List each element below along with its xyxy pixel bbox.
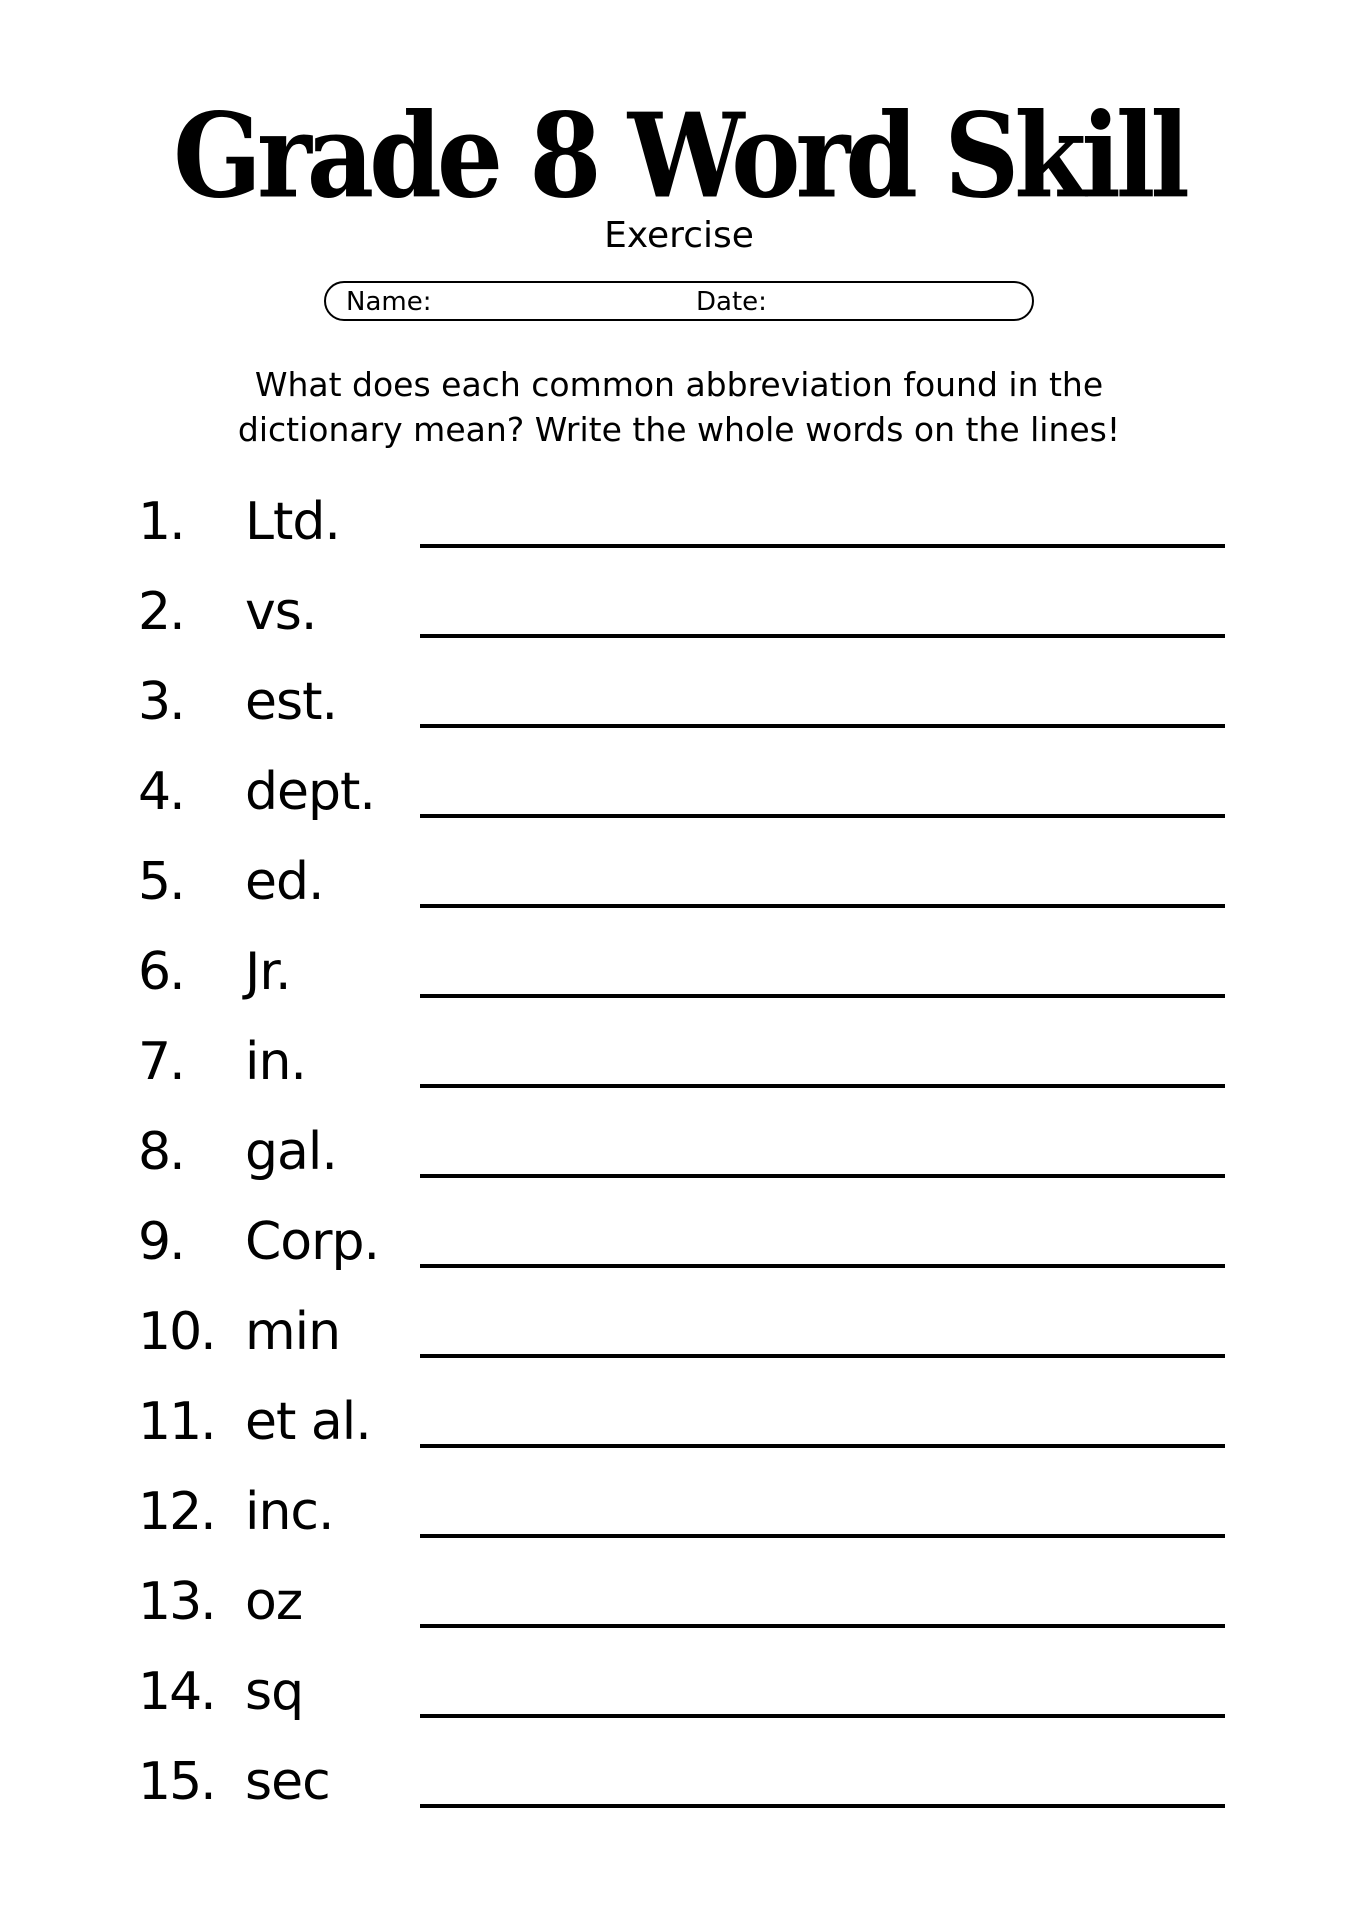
question-row — [0, 762, 1358, 822]
question-row — [0, 492, 1358, 552]
question-number: 9. — [138, 1212, 184, 1272]
question-row — [0, 1122, 1358, 1182]
question-row — [0, 1482, 1358, 1542]
answer-line[interactable] — [420, 1534, 1225, 1538]
question-number: 1. — [138, 492, 184, 552]
answer-line[interactable] — [420, 904, 1225, 908]
question-number: 6. — [138, 942, 184, 1002]
question-number: 15. — [138, 1752, 215, 1812]
question-abbreviation: Jr. — [245, 942, 291, 1002]
question-number: 10. — [138, 1302, 215, 1362]
question-number: 3. — [138, 672, 184, 732]
question-abbreviation: gal. — [245, 1122, 337, 1182]
answer-line[interactable] — [420, 1714, 1225, 1718]
question-row — [0, 942, 1358, 1002]
question-row — [0, 1032, 1358, 1092]
answer-line[interactable] — [420, 1354, 1225, 1358]
question-abbreviation: in. — [245, 1032, 306, 1092]
question-number: 2. — [138, 582, 184, 642]
answer-line[interactable] — [420, 1804, 1225, 1808]
question-abbreviation: vs. — [245, 582, 317, 642]
worksheet-title: Grade 8 Word Skill — [173, 86, 1185, 225]
question-number: 11. — [138, 1392, 215, 1452]
answer-line[interactable] — [420, 1174, 1225, 1178]
answer-line[interactable] — [420, 814, 1225, 818]
question-abbreviation: dept. — [245, 762, 375, 822]
question-abbreviation: et al. — [245, 1392, 371, 1452]
question-number: 8. — [138, 1122, 184, 1182]
question-row — [0, 582, 1358, 642]
question-number: 4. — [138, 762, 184, 822]
question-row — [0, 1302, 1358, 1362]
question-abbreviation: min — [245, 1302, 341, 1362]
answer-line[interactable] — [420, 1624, 1225, 1628]
worksheet-subtitle: Exercise — [604, 215, 754, 256]
question-number: 7. — [138, 1032, 184, 1092]
question-abbreviation: ed. — [245, 852, 324, 912]
question-number: 14. — [138, 1662, 215, 1722]
question-abbreviation: inc. — [245, 1482, 334, 1542]
question-row — [0, 1572, 1358, 1632]
question-number: 12. — [138, 1482, 215, 1542]
question-row — [0, 1212, 1358, 1272]
question-abbreviation: sec — [245, 1752, 330, 1812]
question-row — [0, 1662, 1358, 1722]
answer-line[interactable] — [420, 544, 1225, 548]
question-abbreviation: oz — [245, 1572, 303, 1632]
question-row — [0, 852, 1358, 912]
answer-line[interactable] — [420, 724, 1225, 728]
question-number: 13. — [138, 1572, 215, 1632]
question-abbreviation: Corp. — [245, 1212, 380, 1272]
question-row — [0, 1752, 1358, 1812]
date-label: Date: — [696, 287, 767, 317]
answer-line[interactable] — [420, 1444, 1225, 1448]
question-row — [0, 672, 1358, 732]
name-label: Name: — [346, 287, 432, 317]
instructions: What does each common abbreviation found in the dictionary mean? Write the whole words on the lines! — [237, 365, 1121, 449]
question-number: 5. — [138, 852, 184, 912]
question-abbreviation: est. — [245, 672, 338, 732]
question-abbreviation: sq — [245, 1662, 304, 1722]
answer-line[interactable] — [420, 1264, 1225, 1268]
answer-line[interactable] — [420, 634, 1225, 638]
answer-line[interactable] — [420, 994, 1225, 998]
answer-line[interactable] — [420, 1084, 1225, 1088]
question-row — [0, 1392, 1358, 1452]
question-abbreviation: Ltd. — [245, 492, 340, 552]
